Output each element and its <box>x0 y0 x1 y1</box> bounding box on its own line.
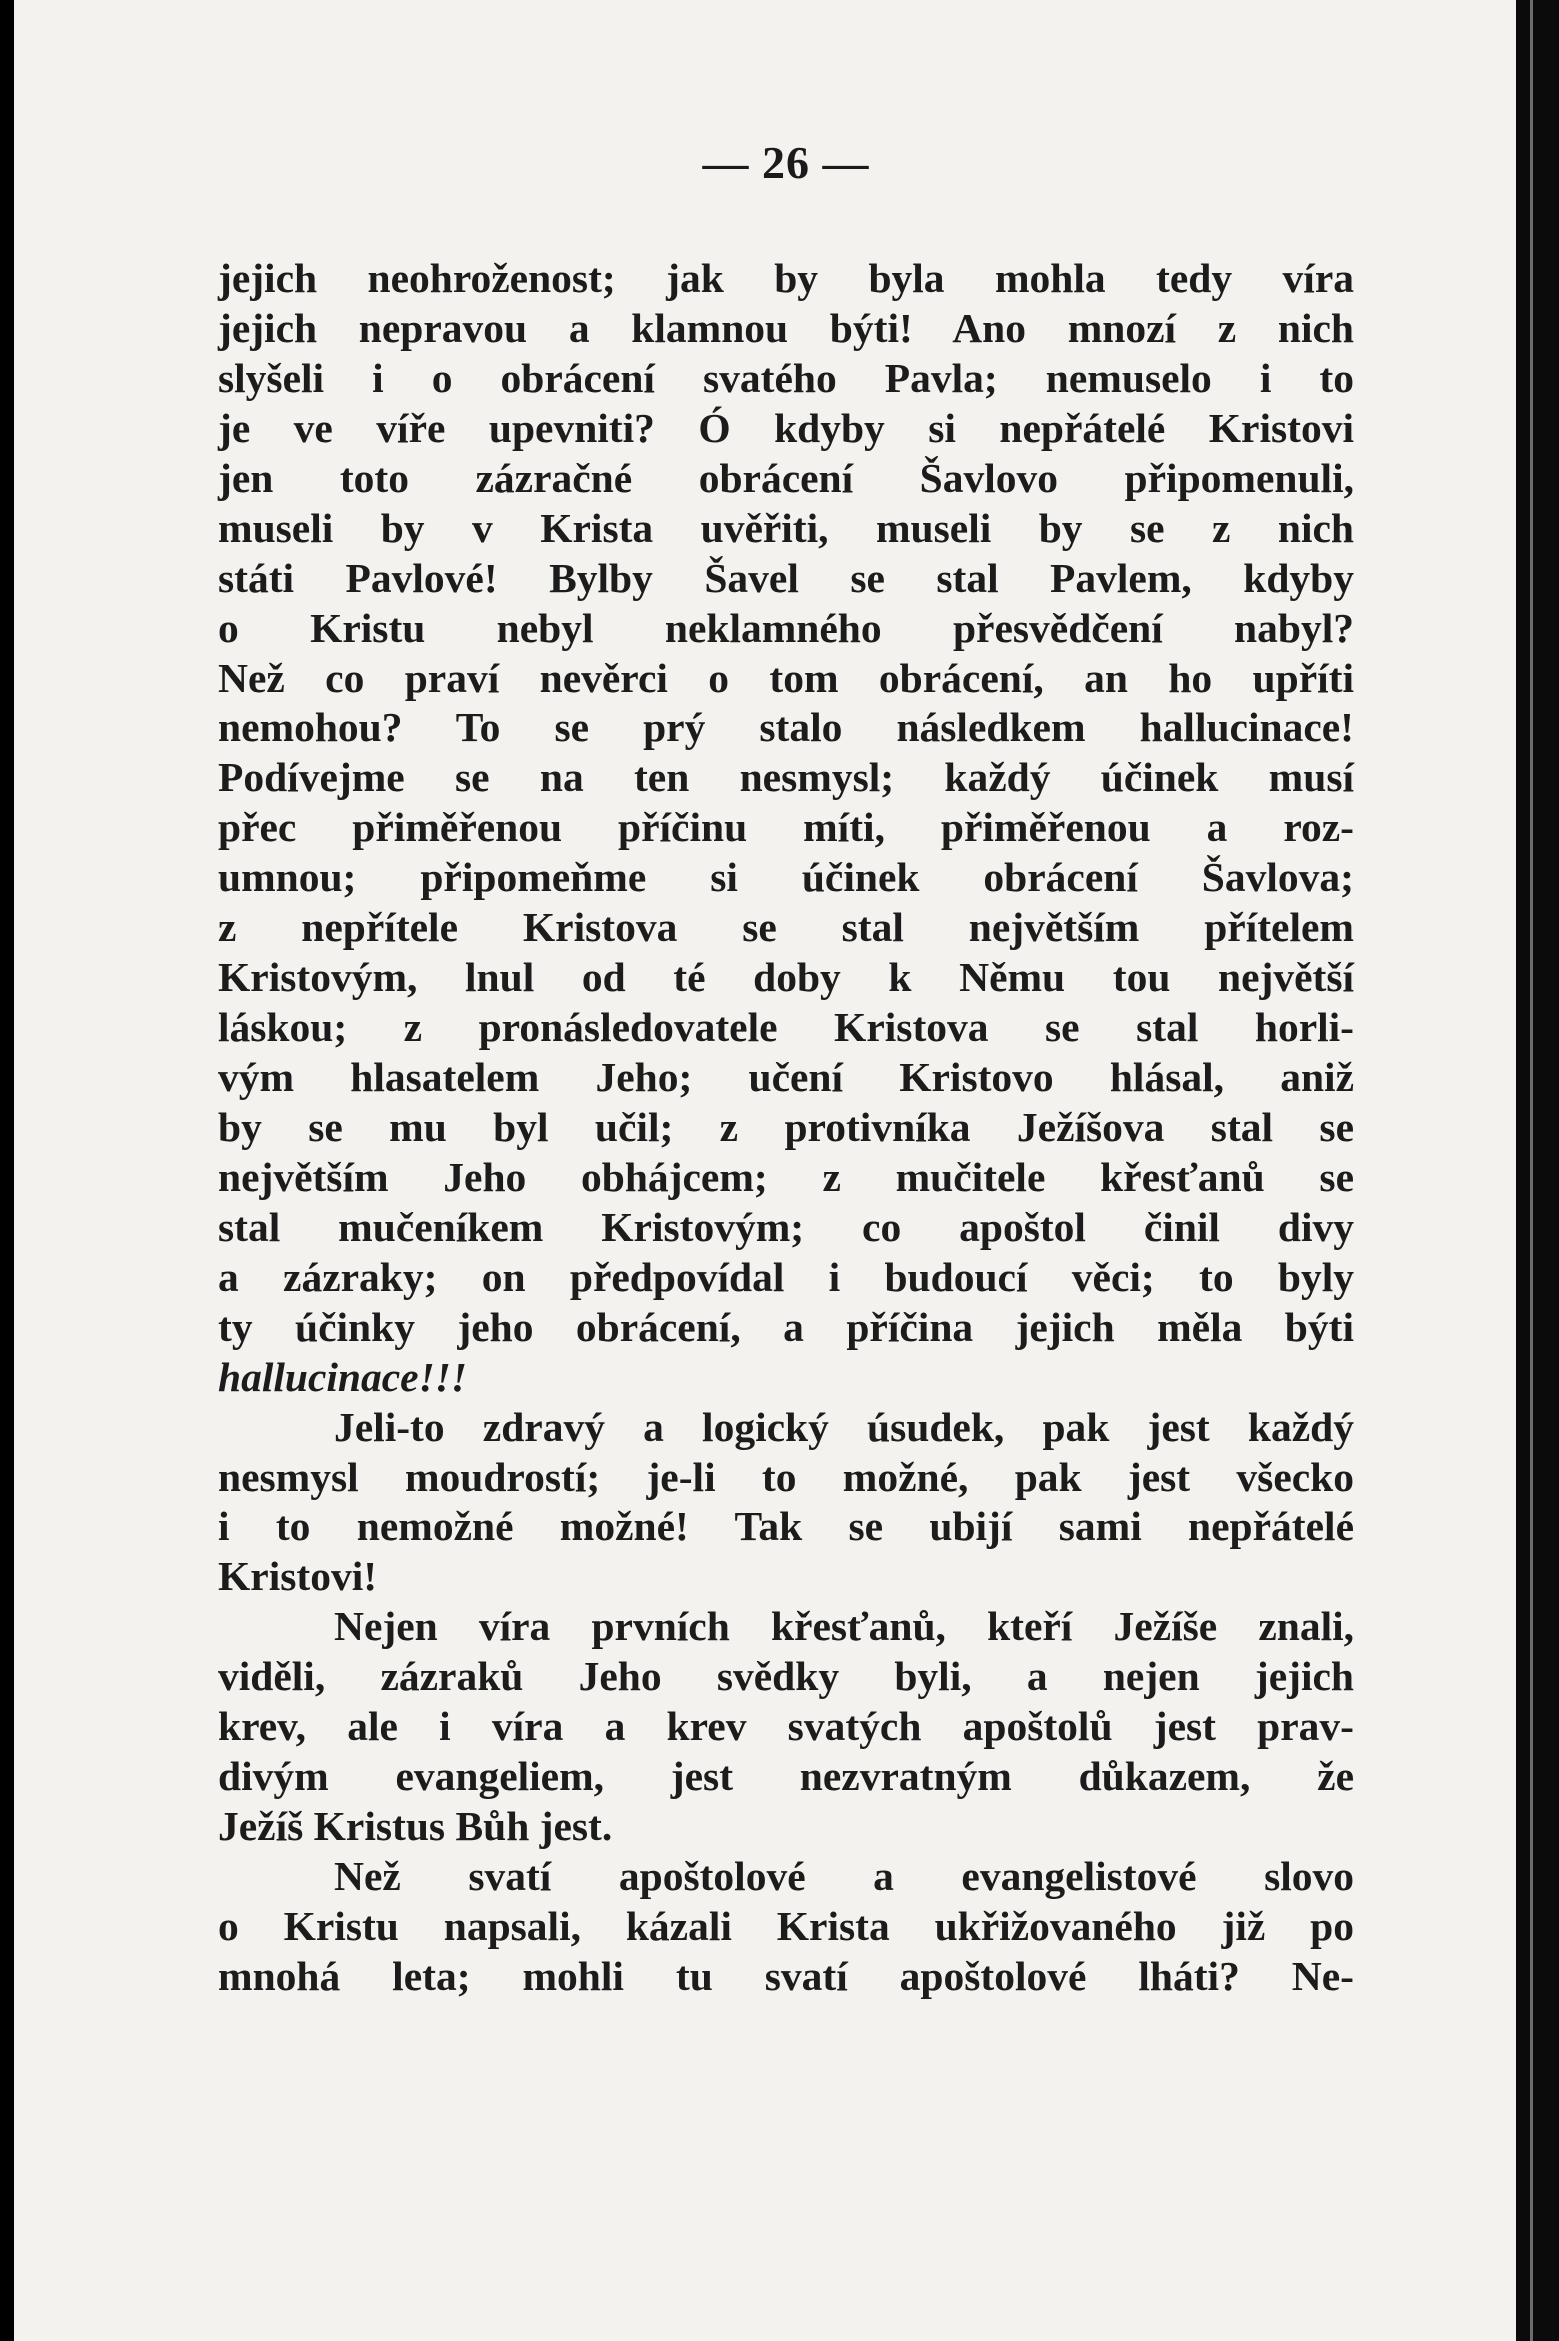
text-line: by se mu byl učil; z protivníka Ježíšova stal se <box>218 1103 1354 1150</box>
paragraph-start-line: Jeli-to zdravý a logický úsudek, pak jest každý <box>334 1403 1354 1450</box>
body-text <box>218 254 1354 2002</box>
text-line: vým hlasatelem Jeho; učení Kristovo hlásal, aniž <box>218 1054 1354 1100</box>
text-line: mnohá leta; mohli tu svatí apoštolové lháti? Ne- <box>218 1952 1354 1999</box>
text-line: umnou; připomeňme si účinek obrácení Šavlova; <box>218 854 1354 901</box>
text-line-italic <box>218 1353 1354 1403</box>
text-line: a zázraky; on předpovídal i budoucí věci; to byly <box>218 1253 1354 1300</box>
scan-border <box>1516 0 1559 2341</box>
text-line: Kristovým, lnul od té doby k Němu tou největší <box>218 954 1354 1001</box>
text-line: viděli, zázraků Jeho svědky byli, a nejen jejich <box>218 1653 1354 1700</box>
book-page <box>14 0 1516 2341</box>
text-line: jejich nepravou a klamnou býti! Ano mnozí z nich <box>218 304 1354 351</box>
emphasis: hallucinace!!! <box>218 1353 468 1400</box>
text-line: o Kristu nebyl neklamného přesvědčení nabyl? <box>218 604 1354 651</box>
paragraph-start-line: Než svatí apoštolové a evangelistové slovo <box>334 1853 1354 1899</box>
text-line: je ve víře upevniti? Ó kdyby si nepřátelé Kristovi <box>218 404 1354 451</box>
text-line: slyšeli i o obrácení svatého Pavla; nemuselo i to <box>218 354 1354 401</box>
text-line: stal mučeníkem Kristovým; co apoštol činil divy <box>218 1203 1354 1250</box>
text-line: jen toto zázračné obrácení Šavlovo připomenuli, <box>218 454 1354 501</box>
text-line: o Kristu napsali, kázali Krista ukřižovaného již po <box>218 1902 1354 1949</box>
text-line: divým evangeliem, jest nezvratným důkazem, že <box>218 1753 1354 1800</box>
text-line: Podívejme se na ten nesmysl; každý účinek musí <box>218 754 1354 801</box>
text-line: i to nemožné možné! Tak se ubijí sami nepřátelé <box>218 1503 1354 1550</box>
paragraph-start-line: Nejen víra prvních křesťanů, kteří Ježíše znali, <box>334 1603 1354 1650</box>
text-line: přec přiměřenou příčinu míti, přiměřenou a roz- <box>218 804 1354 851</box>
text-line: krev, ale i víra a krev svatých apoštolů jest prav- <box>218 1703 1354 1750</box>
text-line: nesmysl moudrostí; je-li to možné, pak jest všecko <box>218 1453 1354 1500</box>
text-line: z nepřítele Kristova se stal největším přítelem <box>218 904 1354 951</box>
text-line: jejich neohroženost; jak by byla mohla tedy víra <box>218 255 1354 301</box>
text-line: museli by v Krista uvěřiti, museli by se z nich <box>218 504 1354 551</box>
text-line: láskou; z pronásledovatele Kristova se stal horli- <box>218 1004 1354 1051</box>
paragraph-end-line: Ježíš Kristus Bůh jest. <box>218 1803 613 1850</box>
paragraph-end-line: Kristovi! <box>218 1553 378 1600</box>
scan-edge-line <box>1530 0 1533 2341</box>
text-line: Než co praví nevěrci o tom obrácení, an ho upříti <box>218 654 1354 701</box>
text-line: nemohou? To se prý stalo následkem hallucinace! <box>218 704 1354 751</box>
text-line: ty účinky jeho obrácení, a příčina jejich měla býti <box>218 1303 1354 1350</box>
text-line: státi Pavlové! Bylby Šavel se stal Pavlem, kdyby <box>218 554 1354 601</box>
text-line: největším Jeho obhájcem; z mučitele křesťanů se <box>218 1153 1354 1200</box>
page-number: — 26 — <box>702 137 870 188</box>
